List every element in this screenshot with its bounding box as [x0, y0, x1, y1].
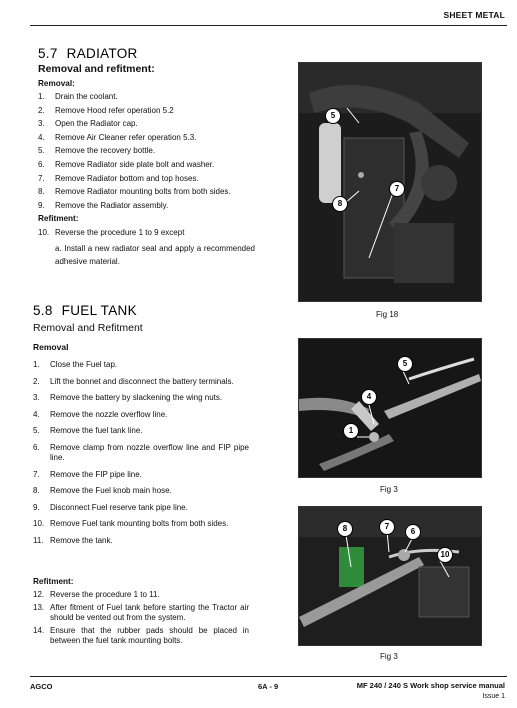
fig-3-caption-a: Fig 3 [380, 485, 398, 494]
list-item: 9. Disconnect Fuel reserve tank pipe line. [33, 502, 188, 512]
list-item: 7. Remove the FIP pipe line. [33, 469, 142, 479]
radiator-removal-label: Removal: [38, 79, 75, 88]
callout-6: 6 [405, 524, 421, 540]
callout-1: 1 [343, 423, 359, 439]
radiator-subtitle: Removal and refitment: [38, 63, 155, 75]
footer-rule [30, 676, 507, 677]
radiator-removal-steps [38, 90, 263, 212]
list-item: 9. Remove the Radiator assembly. [38, 200, 169, 210]
section-number: 5.7 [38, 46, 58, 61]
list-item: 13. After fitment of Fuel tank before starting the Tractor air should be vented out from the system. [33, 602, 249, 622]
list-item: 4. Remove the nozzle overflow line. [33, 409, 168, 419]
fuel-removal-label: Removal [33, 342, 69, 352]
page-number: 6A - 9 [258, 682, 279, 691]
callout-8: 8 [337, 521, 353, 537]
list-item: 14. Ensure that the rubber pads should be placed in between the fuel tank mounting bolts. [33, 625, 249, 645]
section-heading: RADIATOR [66, 46, 138, 61]
fuel-line-photo-illustration [299, 339, 481, 477]
list-item: 4. Remove Air Cleaner refer operation 5.3. [38, 132, 197, 142]
callout-7: 7 [389, 181, 405, 197]
radiator-photo [298, 62, 482, 302]
list-item: 8. Remove the Fuel knob main hose. [33, 486, 172, 495]
fuel-subtitle: Removal and Refitment [33, 322, 143, 334]
callout-10: 10 [437, 547, 453, 563]
list-item: 1. Close the Fuel tap. [33, 360, 118, 369]
header-rule [30, 25, 507, 26]
fuel-tank-photo [298, 506, 482, 646]
callout-4: 4 [361, 389, 377, 405]
list-item: 10. Remove Fuel tank mounting bolts from both sides. [33, 519, 229, 528]
callout-5: 5 [325, 108, 341, 124]
radiator-refit-note: a. Install a new radiator seal and apply a recommended adhesive material. [55, 244, 255, 266]
list-item: 2. Lift the bonnet and disconnect the battery terminals. [33, 376, 234, 386]
list-item: 3. Open the Radiator cap. [38, 119, 138, 129]
section-number: 5.8 [33, 303, 53, 318]
list-item: 11. Remove the tank. [33, 535, 113, 545]
list-item: 6. Remove Radiator side plate bolt and washer. [38, 159, 215, 169]
list-item: 1. Drain the coolant. [38, 92, 118, 101]
fuel-removal-steps [33, 360, 249, 546]
radiator-refit-step: 10. Reverse the procedure 1 to 9 except [38, 228, 185, 237]
callout-5: 5 [397, 356, 413, 372]
list-item: 7. Remove Radiator bottom and top hoses. [38, 173, 199, 183]
fig-18-caption: Fig 18 [376, 310, 399, 319]
list-item: 8. Remove Radiator mounting bolts from both sides. [38, 187, 231, 197]
section-heading: FUEL TANK [61, 303, 137, 318]
running-header: SHEET METAL [443, 10, 505, 20]
list-item: 6. Remove clamp from nozzle overflow line and FIP pipe line. [33, 442, 249, 462]
list-item: 2. Remove Hood refer operation 5.2 [38, 105, 174, 115]
fuel-line-photo [298, 338, 482, 478]
fuel-refit-label: Refitment: [33, 577, 74, 586]
fuel-refit-steps [33, 590, 249, 647]
callout-8: 8 [332, 196, 348, 212]
list-item: 3. Remove the battery by slackening the wing nuts. [33, 393, 223, 402]
issue-number: Issue 1 [482, 693, 505, 700]
section-title-fuel-tank [33, 303, 137, 318]
radiator-photo-illustration [299, 63, 481, 301]
list-item: 5. Remove the recovery bottle. [38, 146, 156, 156]
fig-3-caption-b: Fig 3 [380, 652, 398, 661]
section-title-radiator [38, 46, 138, 61]
manual-title: MF 240 / 240 S Work shop service manual [356, 681, 505, 690]
list-item: 12. Reverse the procedure 1 to 11. [33, 590, 160, 599]
callout-7: 7 [379, 519, 395, 535]
footer-brand: AGCO [30, 682, 53, 691]
list-item: 5. Remove the fuel tank line. [33, 426, 143, 435]
radiator-refit-label: Refitment: [38, 214, 79, 223]
